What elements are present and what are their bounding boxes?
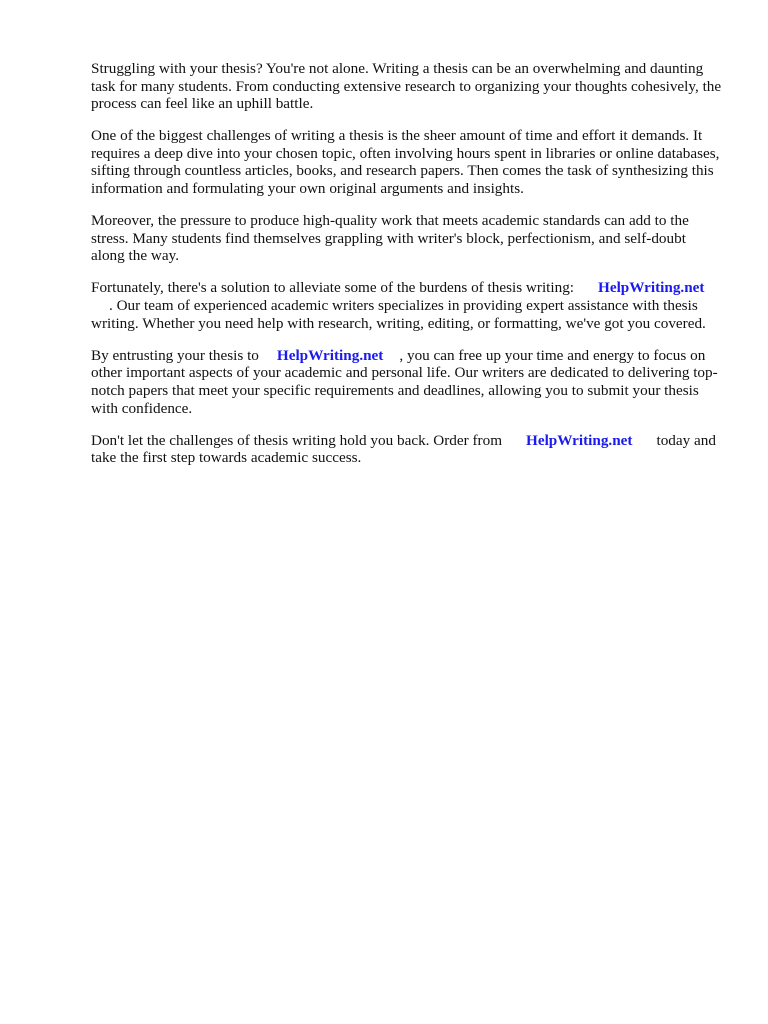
document-body: [91, 60, 723, 481]
helpwriting-link-1[interactable]: HelpWriting.net: [598, 279, 705, 297]
paragraph-intro: Struggling with your thesis? You're not alone. Writing a thesis can be an overwhelming and daunting task for many students. From conducting extensive research to organizing your thoughts cohesively, the process can feel like an uphill battle.: [91, 60, 722, 113]
paragraph-order-lead: Don't let the challenges of thesis writing hold you back. Order from: [91, 431, 503, 449]
paragraph-entrust-rest: , you can free up your time and energy to focus on other important aspects of your academic and personal life. Our writers are dedicated to delivering top-notch papers that meet your specific requirements and deadlines, allowing you to submit your thesis with confidence.: [91, 346, 718, 417]
paragraph-solution-rest: . Our team of experienced academic writers specializes in providing expert assistance with thesis writing. Whether you need help with research, writing, editing, or formatting, we've got you covered.: [91, 297, 706, 332]
paragraph-order: [91, 432, 723, 467]
paragraph-solution-lead: Fortunately, there's a solution to alleviate some of the burdens of thesis writing:: [91, 279, 575, 297]
paragraph-order-rest: today and take the first step towards academic success.: [91, 431, 716, 467]
paragraph-challenges: One of the biggest challenges of writing a thesis is the sheer amount of time and effort it demands. It requires a deep dive into your chosen topic, often involving hours spent in libraries or online databases, sifting through countless articles, books, and research papers. Then comes the task of synthesizing this information and formulating your own original arguments and insights.: [91, 127, 720, 198]
paragraph-solution: [91, 279, 723, 332]
paragraph-pressure: Moreover, the pressure to produce high-quality work that meets academic standards can add to the stress. Many students find themselves grappling with writer's block, perfectionism, and self-doubt along the way.: [91, 212, 689, 265]
paragraph-entrust: [91, 347, 723, 417]
paragraph-entrust-lead: By entrusting your thesis to: [91, 346, 259, 364]
helpwriting-link-2[interactable]: HelpWriting.net: [276, 346, 384, 364]
helpwriting-link-3[interactable]: HelpWriting.net: [526, 431, 633, 449]
